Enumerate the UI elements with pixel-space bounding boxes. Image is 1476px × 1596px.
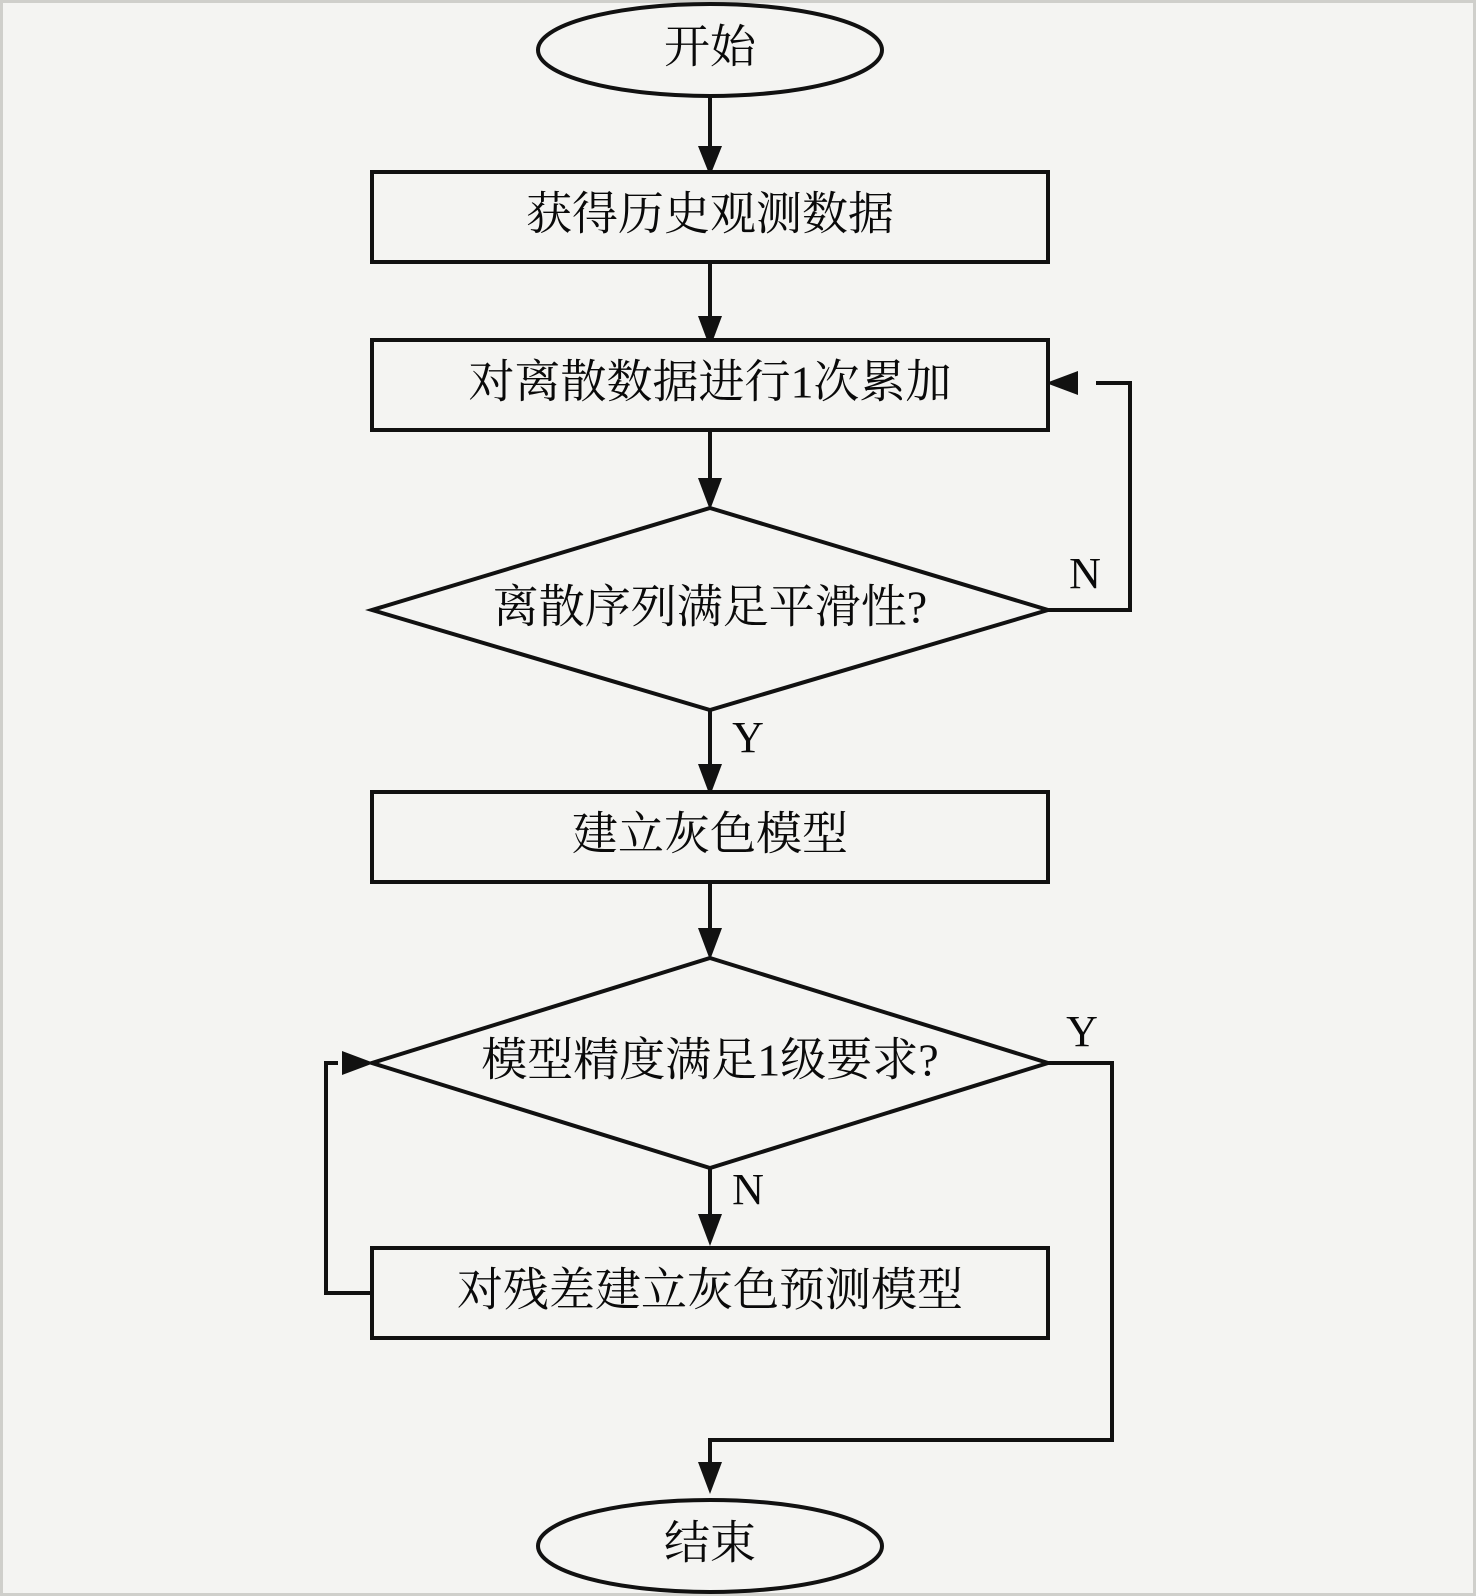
node-build-model-label: 建立灰色模型 bbox=[572, 808, 848, 860]
edge-accumulate-to-smooth-check bbox=[698, 430, 722, 510]
edge-get-data-to-accumulate bbox=[698, 262, 722, 348]
edge-residual-model-loop-back bbox=[326, 1051, 374, 1293]
edge-build-model-to-accuracy-check bbox=[698, 882, 722, 960]
node-smooth-check-label: 离散序列满足平滑性? bbox=[492, 581, 928, 633]
node-end-label: 结束 bbox=[664, 1517, 756, 1569]
node-build-model[interactable] bbox=[372, 792, 1048, 882]
edge-label-accuracy-yes: Y bbox=[1066, 1007, 1098, 1057]
edge-start-to-get-data bbox=[698, 96, 722, 176]
edge-label-smooth-yes: Y bbox=[732, 713, 764, 763]
node-get-data-label: 获得历史观测数据 bbox=[526, 188, 894, 240]
node-accuracy-check-label: 模型精度满足1级要求? bbox=[481, 1034, 939, 1086]
node-smooth-check[interactable] bbox=[372, 508, 1048, 710]
node-residual-model[interactable] bbox=[372, 1248, 1048, 1338]
node-accuracy-check[interactable] bbox=[372, 958, 1048, 1168]
edge-label-smooth-no: N bbox=[1069, 549, 1101, 599]
node-start-label: 开始 bbox=[664, 21, 756, 73]
node-residual-model-label: 对残差建立灰色预测模型 bbox=[457, 1264, 963, 1316]
node-accumulate[interactable] bbox=[372, 340, 1048, 430]
edge-smooth-yes-to-build-model bbox=[698, 710, 722, 796]
node-start[interactable] bbox=[538, 4, 882, 96]
edge-accuracy-no-to-residual-model bbox=[698, 1168, 722, 1246]
node-accumulate-label: 对离散数据进行1次累加 bbox=[468, 356, 952, 408]
node-end[interactable] bbox=[538, 1500, 882, 1592]
node-get-data[interactable] bbox=[372, 172, 1048, 262]
edge-label-accuracy-no: N bbox=[732, 1165, 764, 1215]
